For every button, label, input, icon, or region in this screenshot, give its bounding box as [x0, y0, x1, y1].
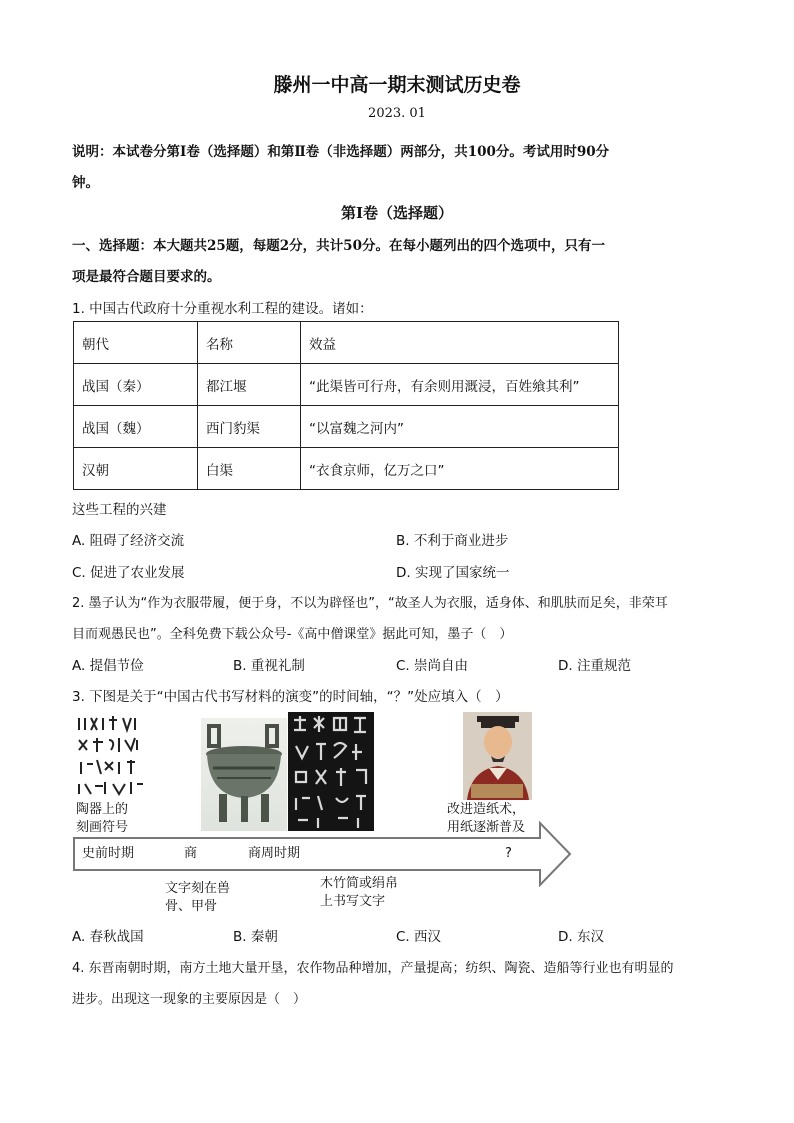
timeline-label-oracle-bone: 文字刻在兽 骨、甲骨 [165, 881, 231, 914]
table-cell: 汉朝 [74, 448, 198, 490]
timeline-label-pottery: 陶器上的 刻画符号 [76, 802, 129, 835]
table-cell: 西门豹渠 [198, 406, 301, 448]
table-header-cell: 朝代 [74, 322, 198, 364]
part-one-line-1: 一、选择题：本大题共25题，每题2分，共计50分。在每小题列出的四个选项中，只有一 [72, 238, 605, 254]
table-cell: 都江堰 [198, 364, 301, 406]
q2-option-d[interactable]: D. 注重规范 [558, 658, 631, 674]
table-cell: 战国（魏） [74, 406, 198, 448]
timeline-item-shang: 商 [184, 846, 198, 861]
table-cell: “衣食京师，亿万之口” [301, 448, 619, 490]
instructions-line-2: 钟。 [72, 175, 99, 191]
table-cell: 白渠 [198, 448, 301, 490]
q2-option-a[interactable]: A. 提倡节俭 [72, 658, 144, 674]
q3-option-a[interactable]: A. 春秋战国 [72, 929, 144, 945]
timeline-item-shang-zhou: 商周时期 [248, 846, 301, 861]
q1-table [73, 321, 619, 490]
oracle-inscription-image [288, 712, 374, 831]
portrait-icon [463, 712, 532, 800]
q2-line-1: 2. 墨子认为“作为衣服带履，便于身，不以为辟怪也”，“故圣人为衣服，适身体、和肌肤而足矣，非荣耳 [72, 596, 668, 611]
table-cell: 战国（秦） [74, 364, 198, 406]
table-header-cell: 效益 [301, 322, 619, 364]
q4-line-2: 进步。出现这一现象的主要原因是（ ） [72, 992, 307, 1007]
timeline-item-prehistoric: 史前时期 [82, 846, 135, 861]
q1-option-c[interactable]: C. 促进了农业发展 [72, 565, 185, 581]
bronze-ding-icon [201, 718, 287, 831]
exam-date: 2023. 01 [368, 106, 426, 121]
q3-stem: 3. 下图是关于“中国古代书写材料的演变”的时间轴，“？”处应填入（ ） [72, 689, 509, 705]
bronze-ding-image [201, 718, 287, 831]
timeline-label-paper: 改进造纸术， 用纸逐渐普及 [447, 802, 526, 835]
instructions-line-1: 说明：本试卷分第Ⅰ卷（选择题）和第Ⅱ卷（非选择题）两部分，共100分。考试用时90分 [72, 144, 610, 160]
q3-option-c[interactable]: C. 西汉 [396, 929, 442, 945]
table-header-row [74, 322, 619, 364]
table-header-cell: 名称 [198, 322, 301, 364]
q1-option-d[interactable]: D. 实现了国家统一 [396, 565, 510, 581]
q2-option-c[interactable]: C. 崇尚自由 [396, 658, 469, 674]
bronze-inscription-icon [288, 712, 374, 831]
cai-lun-portrait-image [463, 712, 532, 800]
timeline-item-unknown: ? [505, 846, 512, 861]
table-cell: “此渠皆可行舟，有余则用溉浸，百姓飨其利” [301, 364, 619, 406]
q1-after-text: 这些工程的兴建 [72, 502, 167, 518]
part-one-line-2: 项是最符合题目要求的。 [72, 269, 221, 285]
pottery-symbols-image [75, 712, 145, 802]
timeline-label-bamboo-silk: 木竹简或绢帛 上书写文字 [320, 876, 399, 909]
q4-line-1: 4. 东晋南朝时期，南方土地大量开垦，农作物品种增加，产量提高；纺织、陶瓷、造船等行业也有明显的 [72, 961, 674, 976]
table-row [74, 364, 619, 406]
q3-option-b[interactable]: B. 秦朝 [233, 929, 278, 945]
q1-option-a[interactable]: A. 阻碍了经济交流 [72, 533, 185, 549]
q1-stem: 1. 中国古代政府十分重视水利工程的建设。诸如： [72, 301, 373, 317]
q2-option-b[interactable]: B. 重视礼制 [233, 658, 305, 674]
table-row [74, 448, 619, 490]
section-title: 第Ⅰ卷（选择题） [340, 204, 454, 222]
q2-line-2: 目而观愚民也”。全科免费下载公众号-《高中僧课堂》据此可知，墨子（ ） [72, 627, 513, 642]
q1-option-b[interactable]: B. 不利于商业进步 [396, 533, 509, 549]
q3-option-d[interactable]: D. 东汉 [558, 929, 604, 945]
table-row [74, 406, 619, 448]
table-cell: “以富魏之河内” [301, 406, 619, 448]
exam-title: 滕州一中高一期末测试历史卷 [273, 74, 521, 96]
